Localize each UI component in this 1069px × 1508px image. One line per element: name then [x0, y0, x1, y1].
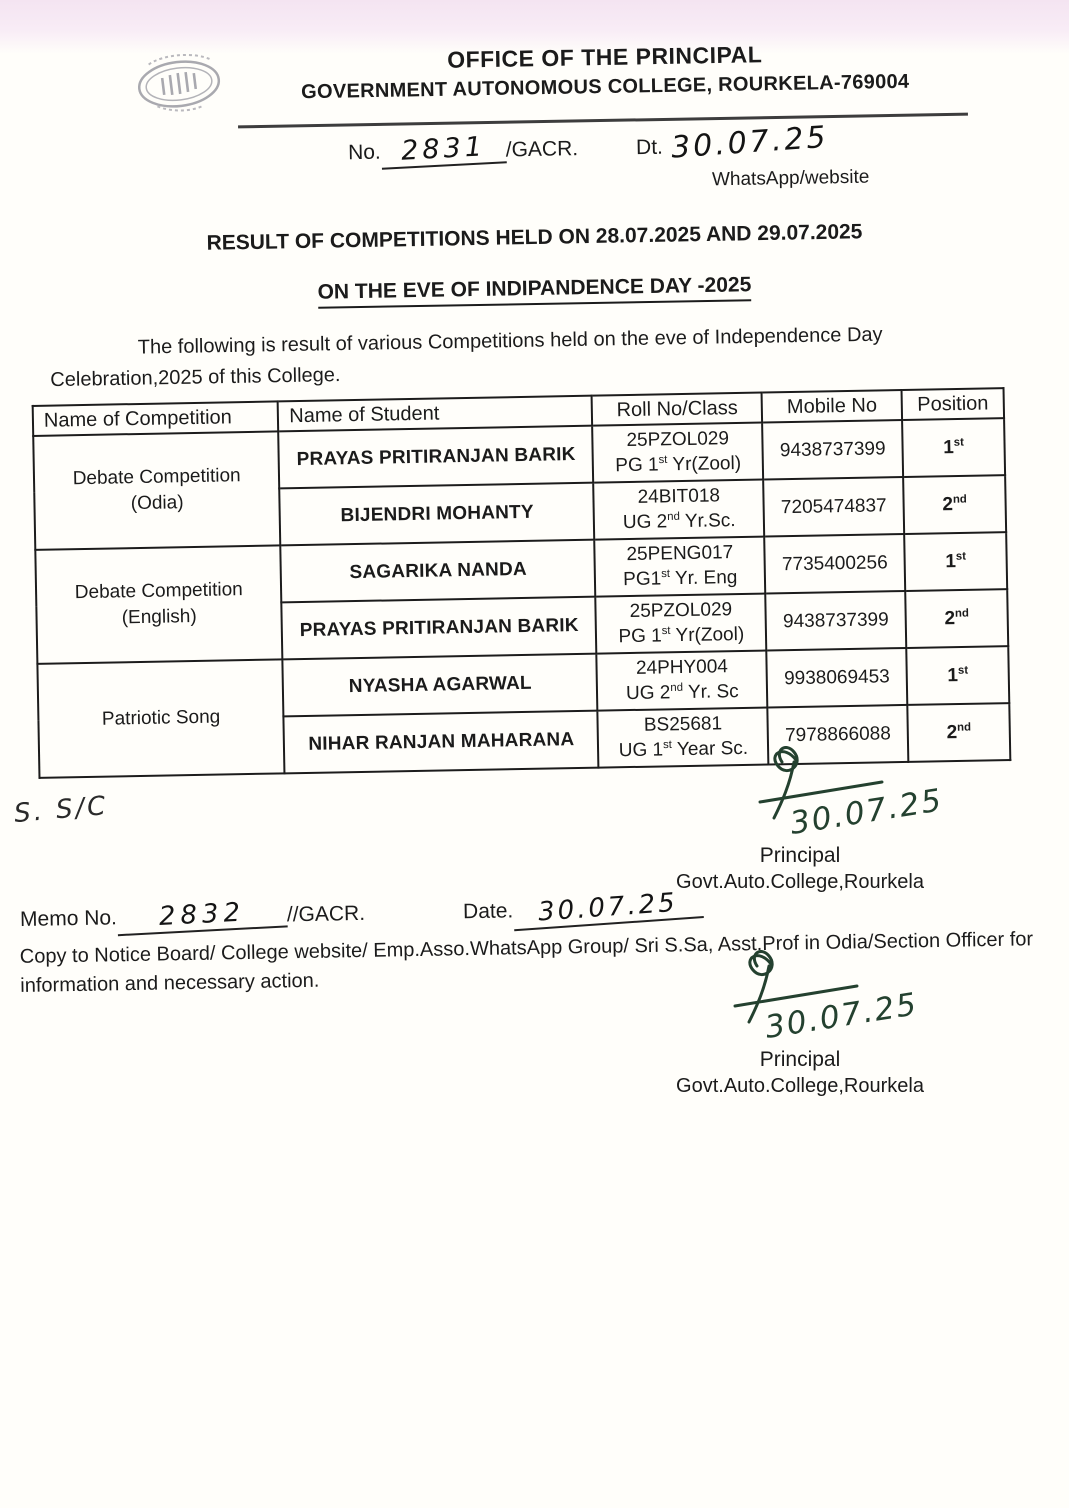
mobile-cell: 9438737399 [762, 420, 903, 480]
roll-class-cell: 25PENG017 PG1st Yr. Eng [595, 537, 766, 597]
eve-title: ON THE EVE OF INDIPANDENCE DAY -2025 [317, 273, 751, 309]
position-cell: 1st [906, 646, 1009, 705]
results-table [32, 387, 1012, 779]
principal-signature-icon [750, 746, 1000, 842]
memo-line [19, 887, 704, 935]
competition-name-cell: Debate Competition (Odia) [33, 431, 280, 549]
signatory-organization: Govt.Auto.College,Rourkela [676, 871, 924, 893]
column-header: Name of Student [278, 396, 593, 432]
competition-name-cell: Debate Competition (English) [35, 545, 282, 663]
letterhead [230, 37, 981, 105]
signatory-designation: Principal [759, 1048, 841, 1071]
position-cell: 1st [904, 532, 1007, 591]
column-header: Position [902, 388, 1004, 420]
mobile-cell: 7205474837 [763, 477, 904, 537]
handwritten-initials: S. S/C [12, 790, 110, 830]
position-cell: 1st [902, 418, 1005, 477]
student-name-cell: BIJENDRI MOHANTY [280, 483, 595, 546]
roll-class-cell: 24PHY004 UG 2nd Yr. Sc [597, 651, 768, 711]
mobile-cell: 9438737399 [765, 591, 906, 651]
memo-no-value: 2832 [116, 895, 287, 936]
memo-date-value: 30.07.25 [512, 886, 704, 931]
memo-gacr-suffix: //GACR. [286, 901, 366, 927]
signature-date: 30.07.25 [762, 986, 921, 1046]
student-name-cell: NYASHA AGARWAL [283, 654, 598, 717]
college-emblem-logo [132, 45, 225, 121]
eve-title-wrap [0, 268, 1069, 315]
mobile-cell: 7735400256 [764, 534, 905, 594]
student-name-cell: PRAYAS PRITIRANJAN BARIK [279, 426, 594, 489]
student-name-cell: SAGARIKA NANDA [281, 540, 596, 603]
college-name: GOVERNMENT AUTONOMOUS COLLEGE, ROURKELA-769004 [300, 70, 910, 104]
reference-line [347, 119, 830, 168]
result-title: RESULT OF COMPETITIONS HELD ON 28.07.2025 AND 29.07.2025 [206, 220, 863, 255]
channel-note: WhatsApp/website [711, 166, 870, 191]
roll-class-cell: 25PZOL029 PG 1st Yr(Zool) [593, 423, 764, 483]
signatory-designation: Principal [759, 844, 841, 867]
header-rule [238, 113, 968, 129]
position-cell: 2nd [907, 703, 1010, 762]
roll-class-cell: BS25681 UG 1st Year Sc. [598, 708, 769, 768]
copy-distribution-text: Copy to Notice Board/ College website/ Emp.Asso.WhatsApp Group/ Sri S.Sa, Asst.Prof in Odia/Section Officer for information and necessary action. [19, 928, 1034, 997]
ref-date-value: 30.07.25 [669, 119, 830, 166]
intro-paragraph: The following is result of various Competitions held on the eve of Independence Day Celebration,2025 of this College. [50, 323, 883, 392]
signature-block-2 [620, 950, 980, 1098]
signature-block-1 [620, 746, 980, 894]
ref-date-label: Dt. [635, 135, 664, 160]
position-cell: 2nd [903, 475, 1006, 534]
column-header: Roll No/Class [592, 393, 762, 426]
principal-signature-icon [725, 950, 975, 1046]
roll-class-cell: 25PZOL029 PG 1st Yr(Zool) [596, 594, 767, 654]
position-cell: 2nd [905, 589, 1008, 648]
memo-no-label: Memo No. [19, 906, 118, 931]
column-header: Mobile No [762, 390, 902, 423]
roll-class-cell: 24BIT018 UG 2nd Yr.Sc. [594, 480, 765, 540]
signature-date: 30.07.25 [787, 782, 946, 842]
office-title: OFFICE OF THE PRINCIPAL [446, 41, 763, 73]
signatory-organization: Govt.Auto.College,Rourkela [676, 1075, 924, 1097]
mobile-cell: 7978866088 [768, 705, 909, 765]
mobile-cell: 9938069453 [766, 648, 907, 708]
ref-no-value: 2831 [380, 130, 507, 169]
results-table-body [33, 418, 1010, 778]
competition-name-cell: Patriotic Song [37, 659, 284, 777]
ref-no-label: No. [347, 140, 381, 165]
student-name-cell: NIHAR RANJAN MAHARANA [284, 711, 599, 774]
student-name-cell: PRAYAS PRITIRANJAN BARIK [282, 597, 597, 660]
memo-date-label: Date. [462, 899, 514, 924]
column-header: Name of Competition [33, 401, 279, 435]
ref-gacr-suffix: /GACR. [505, 137, 579, 162]
